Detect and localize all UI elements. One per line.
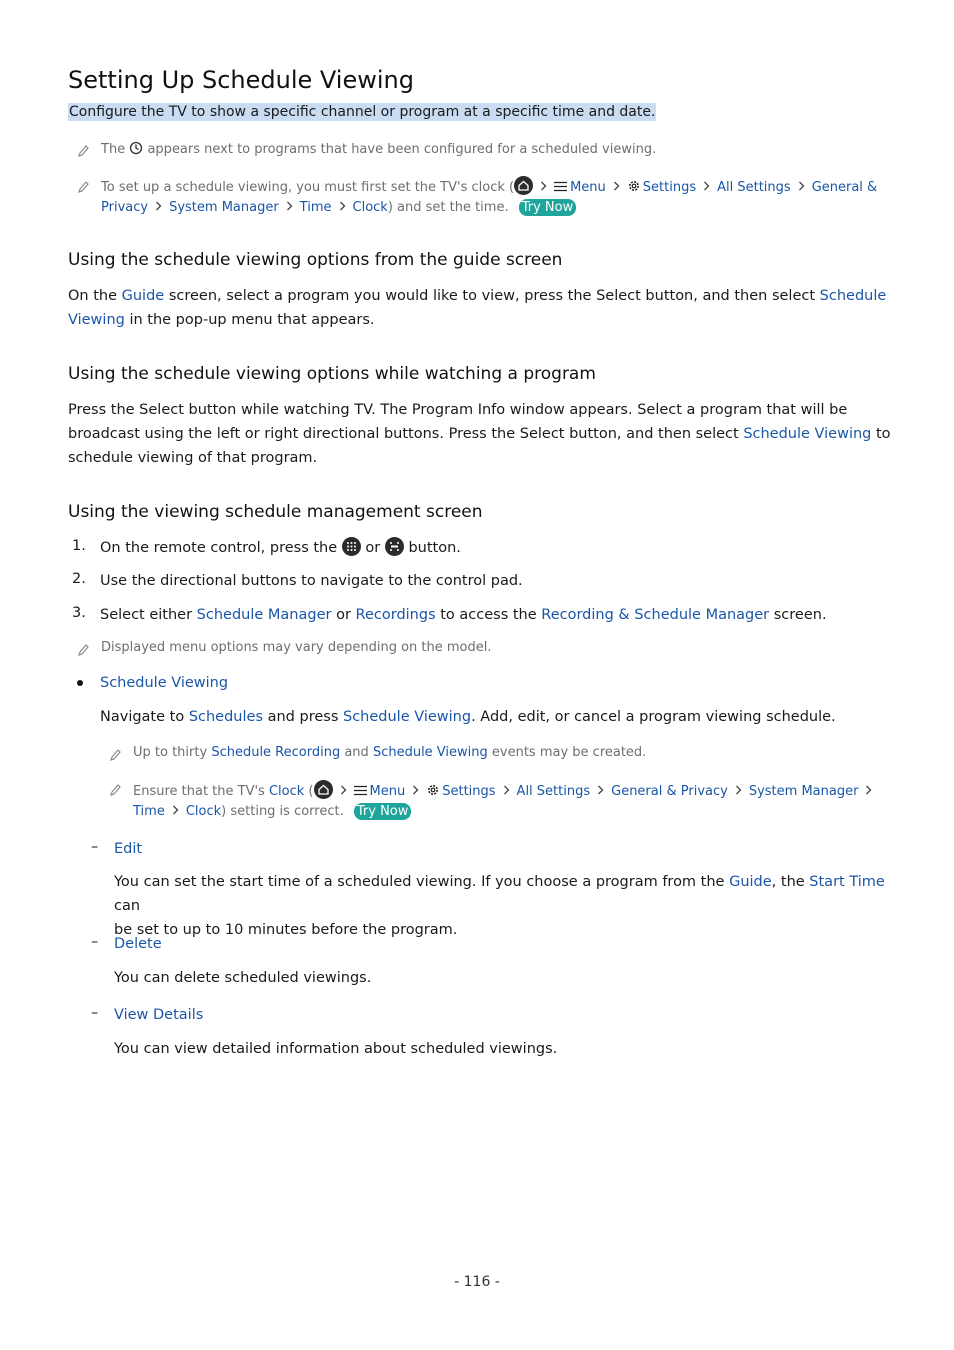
page-title: Setting Up Schedule Viewing <box>68 66 414 94</box>
link-clock[interactable]: Clock <box>268 784 305 799</box>
chevron-right-icon <box>703 180 710 195</box>
dash-marker: – <box>91 934 99 950</box>
subitem-delete[interactable]: Delete <box>114 936 162 952</box>
section-heading-management: Using the viewing schedule management screen <box>68 502 483 522</box>
link-schedule-viewing-cont[interactable]: Viewing <box>68 312 125 328</box>
step-number: 1. <box>72 538 86 554</box>
schedule-clock-icon <box>129 141 143 155</box>
link-settings[interactable]: Settings <box>642 180 697 195</box>
bullet-dot <box>77 680 83 686</box>
pencil-icon <box>76 144 90 158</box>
link-guide[interactable]: Guide <box>121 288 165 304</box>
link-system-manager[interactable]: System Manager <box>169 200 279 215</box>
try-now-button[interactable]: Try Now <box>354 803 412 820</box>
link-system-manager[interactable]: System Manager <box>748 784 859 799</box>
page-number: - 116 - <box>454 1274 500 1290</box>
dash-marker: – <box>91 839 99 855</box>
subitem-delete-desc: You can delete scheduled viewings. <box>114 970 372 986</box>
link-recordings[interactable]: Recordings <box>355 607 436 623</box>
home-icon <box>514 176 533 195</box>
link-clock[interactable]: Clock <box>185 804 222 819</box>
step-3: Select either Schedule Manager or Recordings to access the Recording & Schedule Manager screen. <box>100 607 827 623</box>
note-set-clock: To set up a schedule viewing, you must first set the TV's clock ( Menu Settings All Settings General & <box>101 176 877 197</box>
step-2: Use the directional buttons to navigate to the control pad. <box>100 573 523 589</box>
link-clock[interactable]: Clock <box>352 200 388 215</box>
note-ensure-clock: Ensure that the TV's Clock ( Menu Settings All Settings General & Privacy System Manager <box>133 780 879 801</box>
chevron-right-icon <box>613 180 620 195</box>
link-start-time[interactable]: Start Time <box>809 874 885 890</box>
link-recording-schedule-manager[interactable]: Recording & Schedule Manager <box>541 607 770 623</box>
section-watching-paragraph: Press the Select button while watching TV. The Program Info window appears. Select a program that will be broadcast using the left or right directional buttons. Press the Select button, and then select Schedule Viewing to schedule viewing of that program. <box>68 402 891 466</box>
link-menu[interactable]: Menu <box>369 784 406 799</box>
chevron-right-icon <box>412 784 419 799</box>
subitem-view-details[interactable]: View Details <box>114 1007 204 1023</box>
link-schedule-viewing[interactable]: Schedule Viewing <box>743 426 872 442</box>
link-schedule-viewing[interactable]: Schedule Viewing <box>342 709 472 725</box>
bullet-schedule-viewing-desc: Navigate to Schedules and press Schedule Viewing. Add, edit, or cancel a program viewing schedule. <box>100 709 836 725</box>
step-1: On the remote control, press the or button. <box>100 536 461 560</box>
link-schedule-manager[interactable]: Schedule Manager <box>196 607 332 623</box>
gear-icon <box>627 179 641 197</box>
note-thirty-events: Up to thirty Schedule Recording and Schedule Viewing events may be created. <box>133 745 647 760</box>
section-heading-guide: Using the schedule viewing options from the guide screen <box>68 250 563 270</box>
link-time[interactable]: Time <box>133 804 165 819</box>
section-heading-watching: Using the schedule viewing options while watching a program <box>68 364 596 384</box>
chevron-right-icon <box>172 804 179 819</box>
subitem-edit[interactable]: Edit <box>114 841 143 857</box>
color-number-button-icon <box>385 537 404 556</box>
bullet-schedule-viewing[interactable]: Schedule Viewing <box>100 675 229 691</box>
chevron-right-icon <box>286 200 293 215</box>
chevron-right-icon <box>540 180 547 195</box>
menu-icon <box>554 181 567 196</box>
note-menu-options: Displayed menu options may vary depending on the model. <box>101 640 492 655</box>
chevron-right-icon <box>155 200 162 215</box>
chevron-right-icon <box>865 784 872 799</box>
pencil-icon <box>76 180 90 194</box>
note-set-clock-line2: Privacy System Manager Time Clock) and set the time. Try Now <box>101 199 576 216</box>
chevron-right-icon <box>798 180 805 195</box>
home-icon <box>314 780 333 799</box>
link-schedule-viewing[interactable]: Schedule Viewing <box>372 745 488 760</box>
link-schedule-viewing[interactable]: Schedule <box>819 288 887 304</box>
link-all-settings[interactable]: All Settings <box>717 180 791 195</box>
dash-marker: – <box>91 1005 99 1021</box>
link-schedules[interactable]: Schedules <box>188 709 263 725</box>
chevron-right-icon <box>503 784 510 799</box>
try-now-button[interactable]: Try Now <box>519 199 577 216</box>
chevron-right-icon <box>339 200 346 215</box>
subitem-edit-desc: You can set the start time of a scheduled viewing. If you choose a program from the Guide, the Start Time can be set to up to 10 minutes before the program. <box>114 874 885 938</box>
pencil-icon <box>108 783 122 797</box>
subitem-view-details-desc: You can view detailed information about scheduled viewings. <box>114 1041 558 1057</box>
link-guide[interactable]: Guide <box>729 874 772 890</box>
step-number: 2. <box>72 571 86 587</box>
chevron-right-icon <box>597 784 604 799</box>
step-number: 3. <box>72 605 86 621</box>
chevron-right-icon <box>735 784 742 799</box>
chevron-right-icon <box>340 784 347 799</box>
link-all-settings[interactable]: All Settings <box>516 784 591 799</box>
link-general-privacy-part1[interactable]: General & <box>811 180 878 195</box>
link-settings[interactable]: Settings <box>442 784 496 799</box>
link-time[interactable]: Time <box>299 200 332 215</box>
section-guide-paragraph: On the Guide screen, select a program you would like to view, press the Select button, and then select Schedule Viewing in the pop-up menu that appears. <box>68 288 887 328</box>
page-subtitle: Configure the TV to show a specific channel or program at a specific time and date. <box>69 104 656 120</box>
note-ensure-clock-line2: Time Clock) setting is correct. Try Now <box>133 803 411 820</box>
link-general-privacy-part2[interactable]: Privacy <box>101 200 149 215</box>
menu-icon <box>354 785 367 800</box>
note-schedule-icon: The appears next to programs that have been configured for a scheduled viewing. <box>101 142 657 157</box>
number-button-icon <box>342 537 361 556</box>
gear-icon <box>426 783 440 801</box>
pencil-icon <box>76 643 90 657</box>
pencil-icon <box>108 748 122 762</box>
link-menu[interactable]: Menu <box>570 180 606 195</box>
link-schedule-recording[interactable]: Schedule Recording <box>211 745 341 760</box>
link-general-privacy[interactable]: General & Privacy <box>611 784 728 799</box>
